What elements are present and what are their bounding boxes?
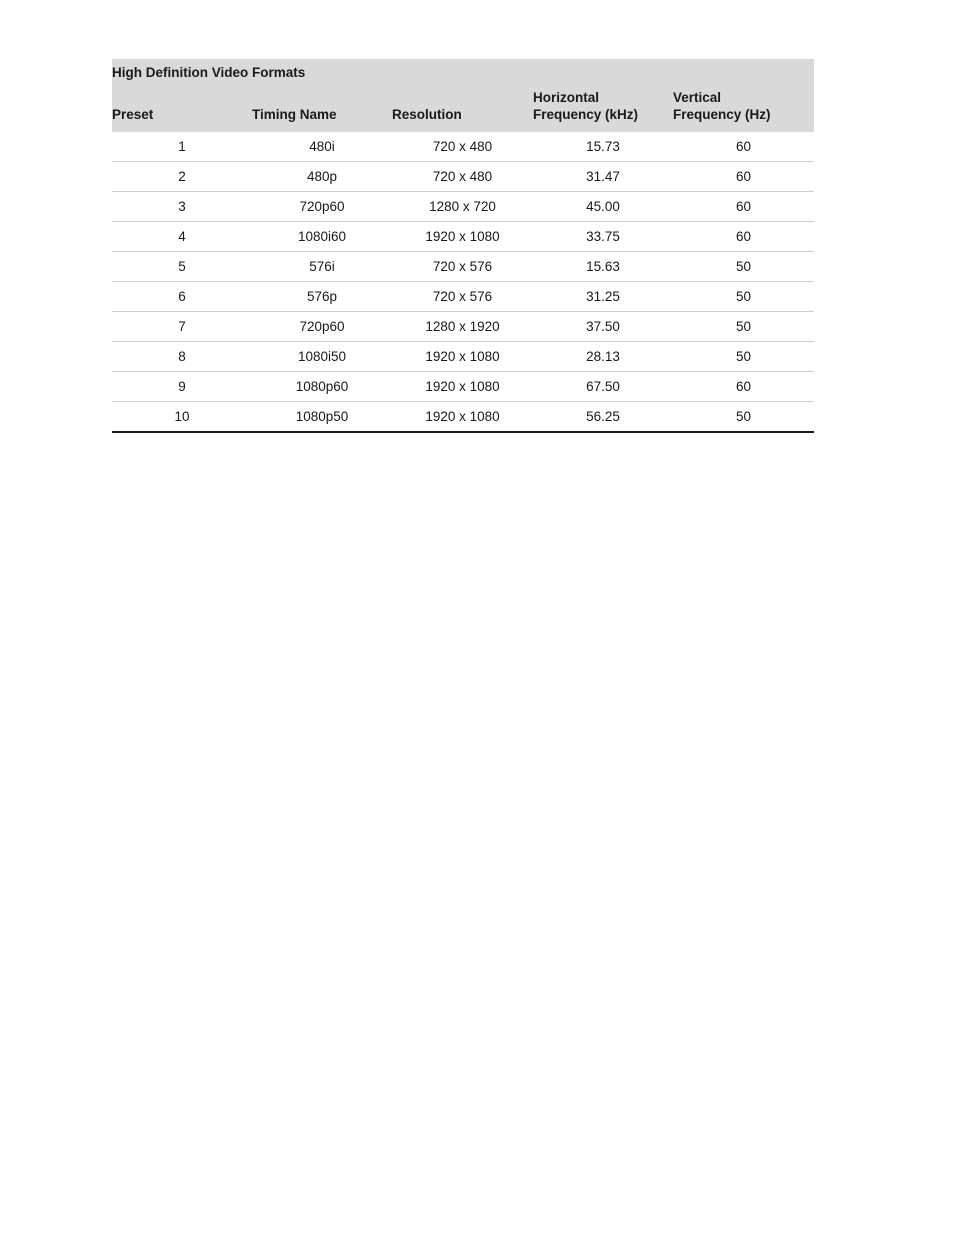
- header-timing-name: [252, 81, 392, 132]
- cell-resolution: 720 x 480: [392, 132, 533, 162]
- table-row: [112, 342, 814, 372]
- video-formats-table-container: [112, 59, 814, 433]
- table-row: [112, 372, 814, 402]
- cell-vertical-frequency: 60: [673, 162, 814, 192]
- header-vertical-frequency-line2: Frequency (Hz): [673, 107, 771, 122]
- header-vertical-frequency: [673, 81, 814, 132]
- header-horizontal-frequency-line2: Frequency (kHz): [533, 107, 639, 122]
- cell-vertical-frequency: 50: [673, 312, 814, 342]
- cell-horizontal-frequency: 28.13: [533, 342, 673, 372]
- cell-resolution: 1920 x 1080: [392, 402, 533, 433]
- cell-horizontal-frequency: 45.00: [533, 192, 673, 222]
- header-preset: [112, 81, 252, 132]
- table-row: [112, 132, 814, 162]
- cell-preset: 1: [112, 132, 252, 162]
- cell-vertical-frequency: 50: [673, 252, 814, 282]
- header-resolution-label: Resolution: [392, 107, 462, 122]
- cell-resolution: 720 x 480: [392, 162, 533, 192]
- header-vertical-frequency-line1: Vertical: [673, 90, 722, 105]
- cell-timing-name: 1080i60: [252, 222, 392, 252]
- cell-preset: 8: [112, 342, 252, 372]
- cell-timing-name: 576p: [252, 282, 392, 312]
- cell-preset: 7: [112, 312, 252, 342]
- cell-resolution: 1920 x 1080: [392, 222, 533, 252]
- header-resolution: [392, 81, 533, 132]
- cell-vertical-frequency: 60: [673, 372, 814, 402]
- table-title-row: [112, 59, 814, 81]
- table-row: [112, 402, 814, 433]
- cell-resolution: 1280 x 720: [392, 192, 533, 222]
- header-horizontal-frequency-line1: Horizontal: [533, 90, 599, 105]
- cell-preset: 6: [112, 282, 252, 312]
- table-row: [112, 312, 814, 342]
- cell-vertical-frequency: 50: [673, 402, 814, 433]
- cell-vertical-frequency: 60: [673, 222, 814, 252]
- cell-resolution: 1920 x 1080: [392, 342, 533, 372]
- header-horizontal-frequency: [533, 81, 673, 132]
- cell-resolution: 720 x 576: [392, 252, 533, 282]
- cell-timing-name: 1080p50: [252, 402, 392, 433]
- video-formats-table: [112, 59, 814, 433]
- table-title: High Definition Video Formats: [112, 65, 306, 80]
- cell-preset: 4: [112, 222, 252, 252]
- table-row: [112, 252, 814, 282]
- cell-resolution: 1280 x 1920: [392, 312, 533, 342]
- table-row: [112, 192, 814, 222]
- cell-preset: 5: [112, 252, 252, 282]
- table-header-row: [112, 81, 814, 132]
- cell-horizontal-frequency: 33.75: [533, 222, 673, 252]
- cell-timing-name: 480p: [252, 162, 392, 192]
- header-timing-name-label: Timing Name: [252, 107, 337, 122]
- cell-horizontal-frequency: 56.25: [533, 402, 673, 433]
- cell-preset: 10: [112, 402, 252, 433]
- cell-timing-name: 1080p60: [252, 372, 392, 402]
- cell-preset: 2: [112, 162, 252, 192]
- cell-horizontal-frequency: 37.50: [533, 312, 673, 342]
- cell-resolution: 720 x 576: [392, 282, 533, 312]
- cell-preset: 9: [112, 372, 252, 402]
- cell-timing-name: 480i: [252, 132, 392, 162]
- table-body: [112, 132, 814, 432]
- cell-resolution: 1920 x 1080: [392, 372, 533, 402]
- cell-timing-name: 576i: [252, 252, 392, 282]
- cell-vertical-frequency: 60: [673, 132, 814, 162]
- table-row: [112, 282, 814, 312]
- cell-preset: 3: [112, 192, 252, 222]
- table-row: [112, 222, 814, 252]
- cell-timing-name: 720p60: [252, 312, 392, 342]
- cell-timing-name: 1080i50: [252, 342, 392, 372]
- header-preset-label: Preset: [112, 107, 154, 122]
- cell-horizontal-frequency: 15.63: [533, 252, 673, 282]
- cell-vertical-frequency: 50: [673, 282, 814, 312]
- cell-horizontal-frequency: 67.50: [533, 372, 673, 402]
- cell-timing-name: 720p60: [252, 192, 392, 222]
- cell-horizontal-frequency: 31.25: [533, 282, 673, 312]
- table-row: [112, 162, 814, 192]
- cell-vertical-frequency: 50: [673, 342, 814, 372]
- cell-horizontal-frequency: 15.73: [533, 132, 673, 162]
- cell-horizontal-frequency: 31.47: [533, 162, 673, 192]
- cell-vertical-frequency: 60: [673, 192, 814, 222]
